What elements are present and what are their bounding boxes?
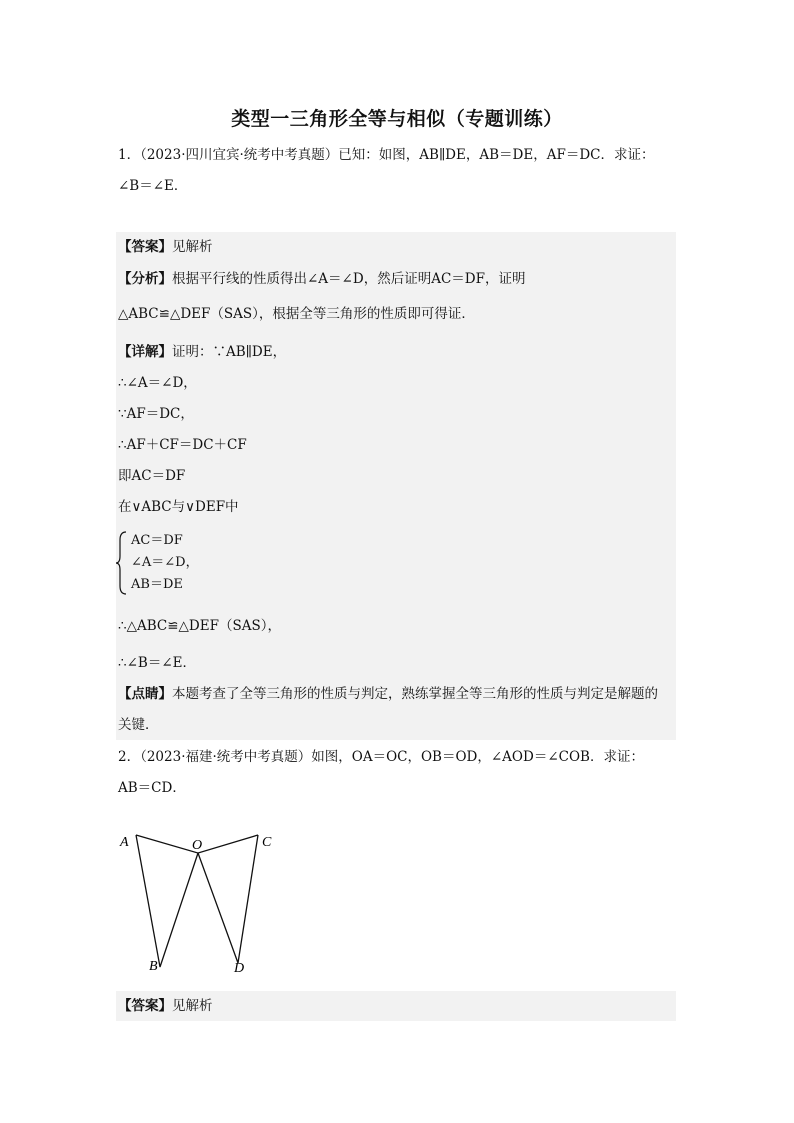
detail-line-3: ∵AF＝DC， — [118, 406, 194, 422]
label-C: C — [262, 835, 272, 850]
question-1-line-1: 1．（2023·四川宜宾·统考中考真题）已知：如图，AB∥DE，AB＝DE，AF＝DC．求证： — [118, 147, 655, 163]
answer-2-line — [118, 996, 213, 1016]
system-line-1: AC＝DF — [131, 533, 183, 548]
label-B: B — [149, 959, 158, 974]
answer-tag: 【答案】 — [118, 239, 172, 255]
answer-text: 见解析 — [172, 239, 213, 255]
label-A: A — [120, 835, 129, 850]
geometry-figure — [110, 820, 290, 980]
detail-line-7: ∴△ABC≌△DEF（SAS）， — [118, 618, 281, 634]
label-D: D — [234, 961, 245, 976]
triangle-OCD — [198, 835, 258, 963]
comment-tag: 【点睛】 — [118, 686, 172, 702]
comment-line-2: 关键． — [118, 717, 159, 733]
detail-tag: 【详解】 — [118, 344, 172, 360]
detail-line-8: ∴∠B＝∠E． — [118, 655, 196, 671]
system-line-3: AB＝DE — [131, 577, 183, 592]
analysis-text-1: 根据平行线的性质得出∠A＝∠D，然后证明AC＝DF，证明 — [172, 271, 526, 287]
triangle-OAB — [136, 835, 198, 967]
question-1-line-2: ∠B＝∠E． — [118, 178, 188, 194]
question-2-line-1: 2．（2023·福建·统考中考真题）如图，OA＝OC，OB＝OD，∠AOD＝∠COB．求证： — [118, 749, 644, 765]
detail-line-5: 即AC＝DF — [118, 468, 186, 484]
label-O: O — [192, 838, 203, 853]
analysis-tag: 【分析】 — [118, 271, 172, 287]
detail-line-4: ∴AF＋CF＝DC＋CF — [118, 437, 247, 453]
comment-line-1 — [118, 684, 658, 704]
question-2-line-2: AB＝CD． — [118, 780, 186, 796]
answer-2-tag: 【答案】 — [118, 998, 172, 1014]
detail-line-1 — [118, 342, 286, 362]
detail-text-1: 证明：∵AB∥DE， — [172, 344, 287, 360]
detail-line-2: ∴∠A＝∠D， — [118, 375, 197, 391]
system-brace — [116, 530, 130, 596]
page-title: 类型一三角形全等与相似（专题训练） — [231, 108, 563, 130]
system-line-2: ∠A＝∠D， — [131, 555, 199, 570]
detail-line-6: 在∨ABC与∨DEF中 — [118, 499, 239, 515]
answer-1-line — [118, 237, 213, 257]
analysis-line-1 — [118, 269, 525, 289]
analysis-line-2: △ABC≌△DEF（SAS），根据全等三角形的性质即可得证． — [118, 306, 475, 322]
answer-2-text: 见解析 — [172, 998, 213, 1014]
comment-text-1: 本题考查了全等三角形的性质与判定，熟练掌握全等三角形的性质与判定是解题的 — [172, 686, 658, 702]
